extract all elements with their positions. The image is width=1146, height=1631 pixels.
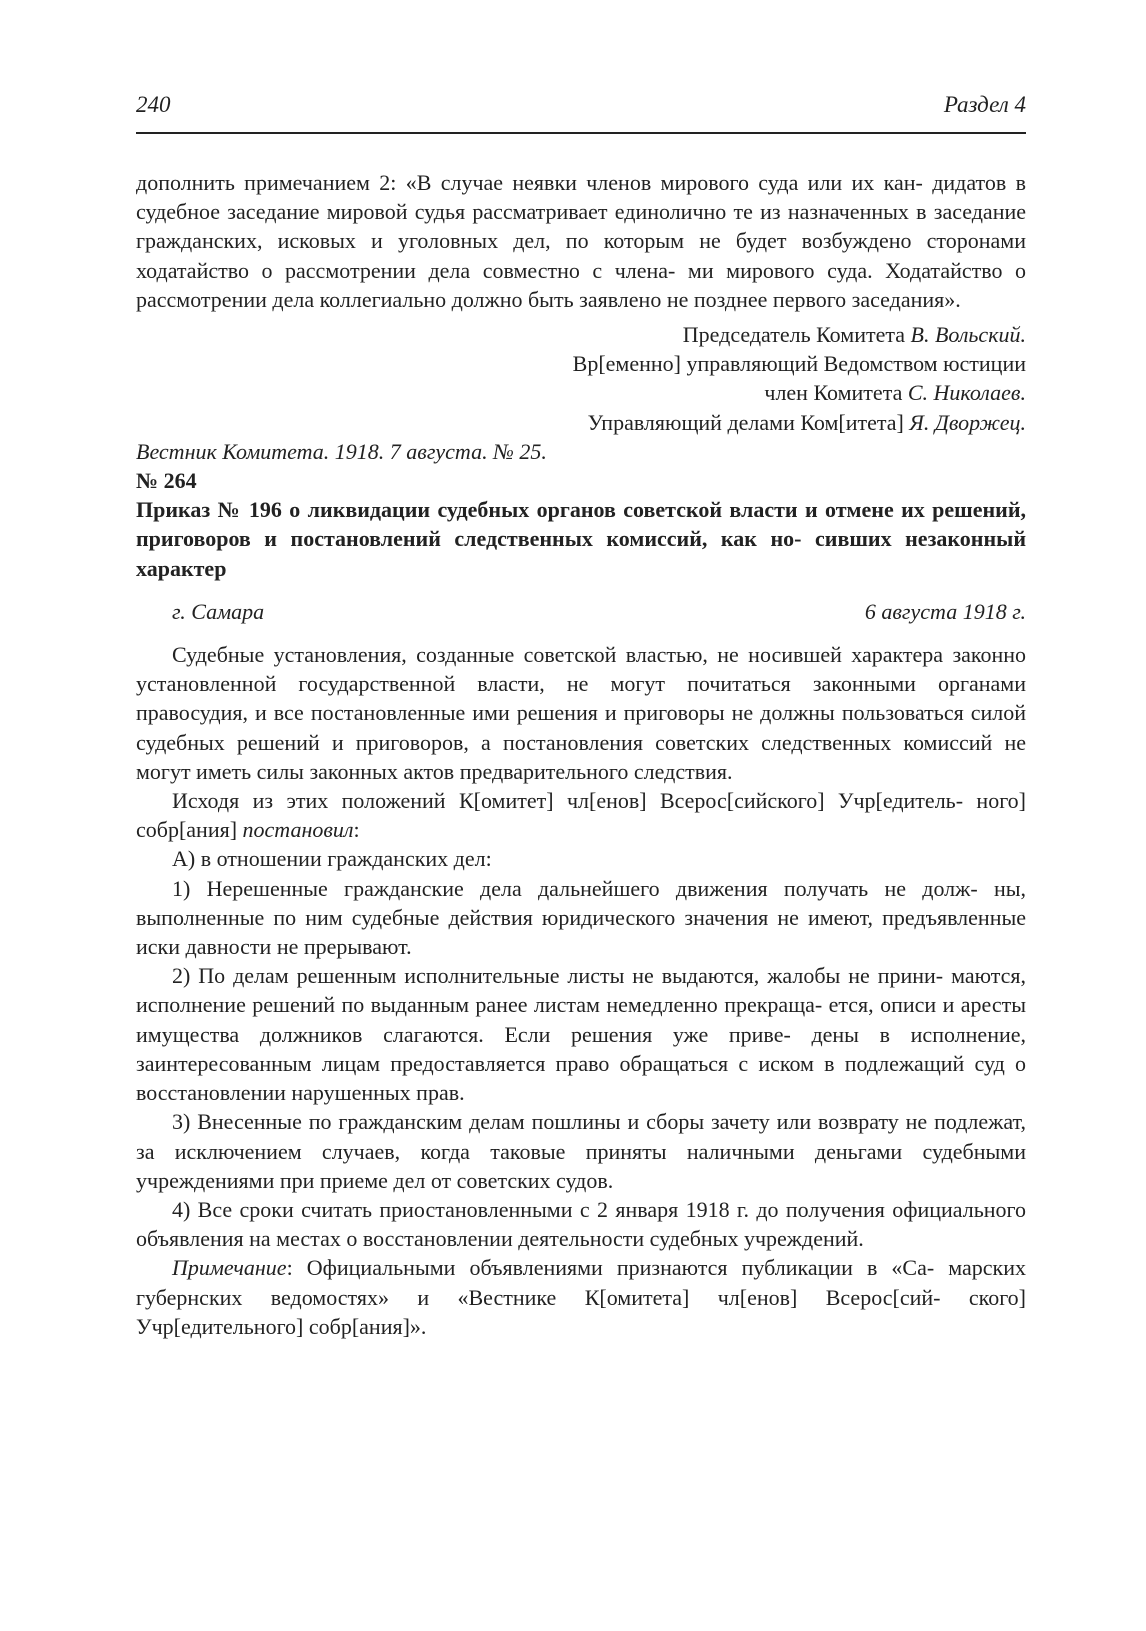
list-item: 1) Нерешенные гражданские дела дальнейшего движения получать не долж- ны, выполненные по ним судебные действия юридического значения не имеют, предъявленные иски давности не прерывают. (136, 875, 1027, 960)
document-title: Приказ № 196 о ликвидации судебных органов советской власти и отмене их решений, приговоров и постановлений следственных комиссий, как но- сивших незаконный характер (136, 497, 1027, 581)
list-item: 3) Внесенные по гражданским делам пошлины и сборы зачету или возврату не подлежат, за исключением случаев, когда таковые приняты наличными деньгами судебными учреждениями при приеме дел от советских судов. (136, 1109, 1027, 1193)
list-item: 2) По делам решенным исполнительные листы не выдаются, жалобы не прини- маются, исполнение решений по выданным ранее листам немедленно прекраща- ется, описи и аресты имущества должников слагаются. Если решения уже приве- дены в исполнение, заинтересованным лицам предоставляется право обращаться с иском в подлежащий суд о восстановлении нарушенных прав. (136, 963, 1027, 1106)
document-place: г. Самара (172, 598, 265, 624)
previous-document-text: дополнить примечанием 2: «В случае неявки членов мирового суда или их кан- дидатов в судебное заседание мировой судья рассматривает единолично те из назначенных в заседание гражданских, исковых и уголовных дел, по которым не будет возбуждено сторонами ходатайство о рассмотрении дела совместно с члена- ми мирового суда. Ходатайство о рассмотрении дела коллегиально должно быть заявлено не позднее первого заседания». (136, 170, 1027, 312)
page-body (136, 168, 1026, 1341)
signature-line: Вр[еменно] управляющий Ведомством юстиции (572, 351, 1026, 377)
section-title: Раздел 4 (943, 92, 1026, 117)
paragraph: Исходя из этих положений К[омитет] чл[енов] Всерос[сийского] Учр[едитель- ного] собр[ания] постановил: (136, 788, 1026, 843)
running-header (136, 88, 1026, 134)
document-date: 6 августа 1918 г. (864, 598, 1026, 624)
paragraph: А) в отношении гражданских дел: (172, 846, 492, 872)
signature-line: Управляющий делами Ком[итета] Я. Дворжец. (587, 409, 1026, 435)
page-number: 240 (136, 92, 171, 117)
list-item: 4) Все сроки считать приостановленными с 2 января 1918 г. до получения официального объявления на местах о восстановлении деятельности судебных учреждений. (136, 1196, 1026, 1252)
place-and-date (136, 597, 1026, 626)
document-number: № 264 (136, 468, 197, 494)
signatures (136, 320, 1026, 437)
source-citation: Вестник Комитета. 1918. 7 августа. № 25. (136, 438, 547, 464)
note: Примечание: Официальными объявлениями признаются публикации в «Са- марских губернских ведомостях» и «Вестнике К[омитета] чл[енов] Всерос[сий- ского] Учр[едительного] собр[ания]». (136, 1255, 1026, 1339)
signature-line: член Комитета С. Николаев. (764, 380, 1026, 406)
signature-line: Председатель Комитета В. Вольский. (682, 322, 1026, 348)
paragraph: Судебные установления, созданные советской властью, не носившей характера законно установленной государственной власти, не могут почитаться законными органами правосудия, и все постановленные ими решения и приговоры не должны пользоваться силой судебных решений и приговоров, а постановления советских следственных комиссий не могут иметь силы законных актов предварительного следствия. (136, 642, 1027, 784)
